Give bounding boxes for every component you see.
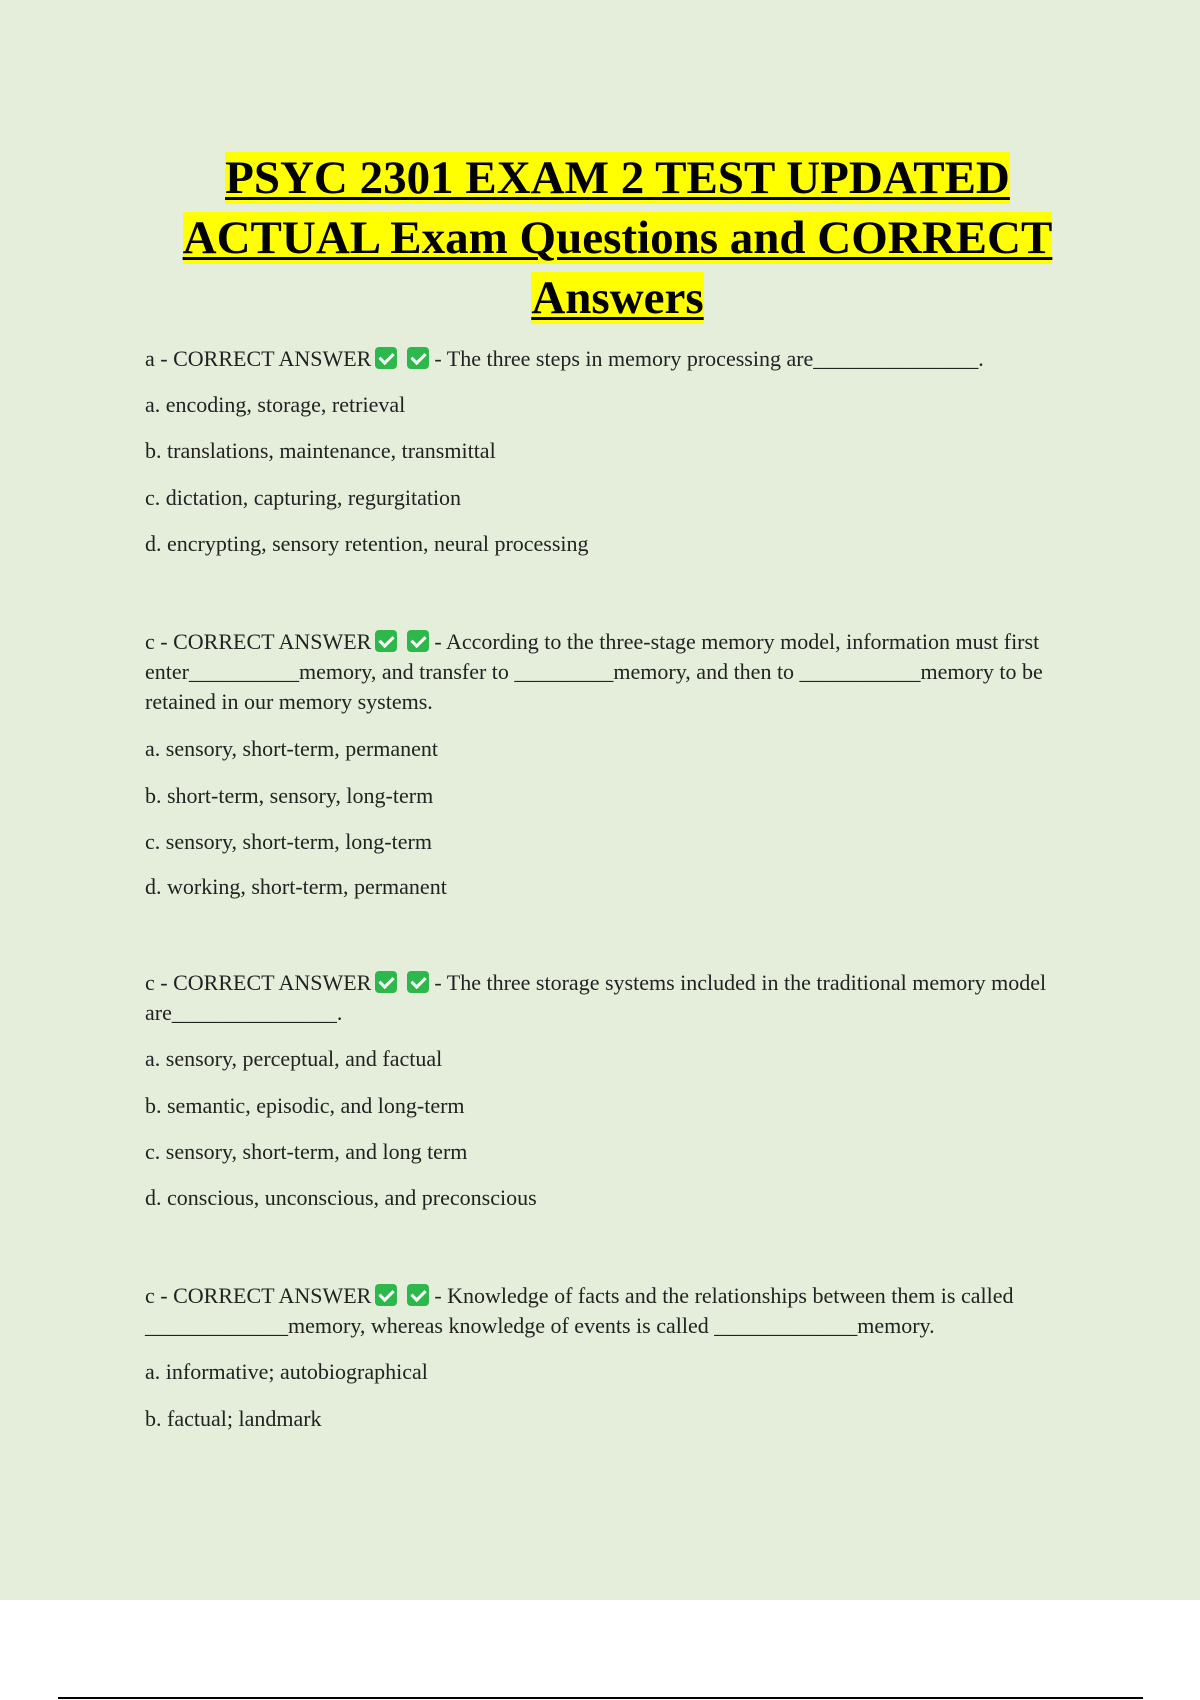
check-box-icon xyxy=(375,1284,397,1306)
question-stem xyxy=(145,968,1095,1028)
document-title xyxy=(100,148,1135,328)
check-box-icon xyxy=(407,347,429,369)
question-text: - Knowledge of facts and the relationships between them is called _____________memory, whereas knowledge of events is called _____________memory. xyxy=(145,1283,1014,1338)
title-line-1: PSYC 2301 EXAM 2 TEST UPDATED xyxy=(225,152,1010,204)
answer-prefix: a - CORRECT ANSWER xyxy=(145,346,372,371)
check-box-icon xyxy=(407,971,429,993)
answer-option: d. encrypting, sensory retention, neural processing xyxy=(145,531,589,556)
question-block xyxy=(145,1281,1095,1431)
answer-option: b. translations, maintenance, transmittal xyxy=(145,438,496,463)
answer-option: d. conscious, unconscious, and preconscious xyxy=(145,1185,537,1210)
answer-option: d. working, short-term, permanent xyxy=(145,874,447,899)
footer-divider xyxy=(58,1697,1143,1699)
question-stem xyxy=(145,627,1095,717)
check-box-icon xyxy=(407,630,429,652)
answer-option: a. informative; autobiographical xyxy=(145,1359,428,1384)
answer-option: c. sensory, short-term, and long term xyxy=(145,1139,468,1164)
question-block xyxy=(145,968,1095,1210)
question-stem xyxy=(145,1281,1095,1341)
answer-option: c. sensory, short-term, long-term xyxy=(145,829,432,854)
question-text: - According to the three-stage memory model, information must first enter__________memory, and transfer to _________memory, and then to ___________memory to be retained in our memory systems. xyxy=(145,629,1043,714)
title-line-2: ACTUAL Exam Questions and CORRECT xyxy=(182,212,1053,264)
answer-option: c. dictation, capturing, regurgitation xyxy=(145,485,462,510)
question-block xyxy=(145,627,1095,899)
answer-option: a. encoding, storage, retrieval xyxy=(145,392,406,417)
check-box-icon xyxy=(375,971,397,993)
check-box-icon xyxy=(375,630,397,652)
answer-prefix: c - CORRECT ANSWER xyxy=(145,1283,372,1308)
answer-prefix: c - CORRECT ANSWER xyxy=(145,970,372,995)
answer-option: a. sensory, perceptual, and factual xyxy=(145,1046,443,1071)
answer-option: b. semantic, episodic, and long-term xyxy=(145,1093,465,1118)
question-block xyxy=(145,344,1095,556)
title-line-3: Answers xyxy=(531,272,704,324)
check-box-icon xyxy=(375,347,397,369)
check-box-icon xyxy=(407,1284,429,1306)
answer-prefix: c - CORRECT ANSWER xyxy=(145,629,372,654)
question-stem xyxy=(145,344,1095,374)
question-text: - The three storage systems included in the traditional memory model are_______________. xyxy=(145,970,1047,1025)
answer-option: b. short-term, sensory, long-term xyxy=(145,783,434,808)
answer-option: b. factual; landmark xyxy=(145,1406,322,1431)
question-text: - The three steps in memory processing are_______________. xyxy=(434,346,984,371)
answer-option: a. sensory, short-term, permanent xyxy=(145,736,439,761)
